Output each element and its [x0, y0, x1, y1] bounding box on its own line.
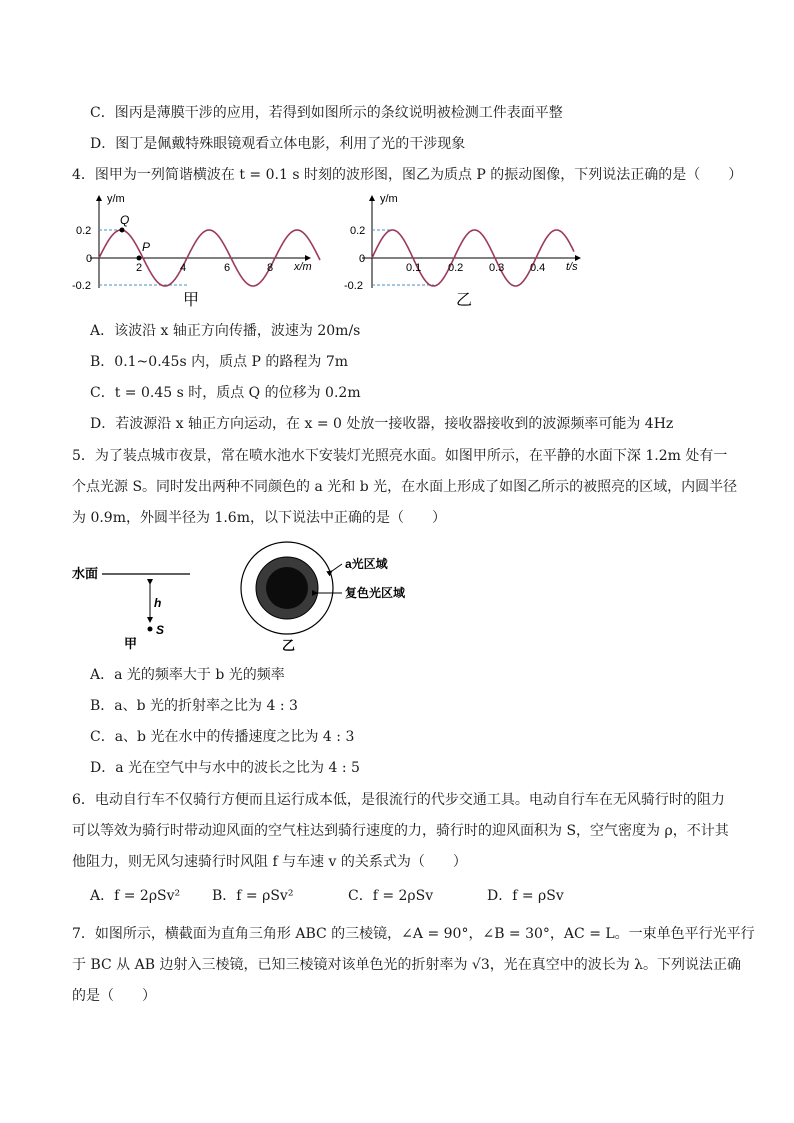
caption-yi-5: 乙	[282, 638, 296, 653]
y-tick-1: 0	[359, 253, 366, 265]
caption-jia: 甲	[183, 292, 200, 309]
point-p	[137, 256, 142, 261]
question-5-option-d: D．a 光在空气中与水中的波长之比为 4 : 5	[90, 760, 360, 776]
mixed-region-label: 复色光区域	[345, 586, 406, 600]
label-p: P	[142, 240, 151, 254]
y-tick-0: 0.2	[350, 225, 366, 237]
question-6-option-d: D．f = ρSv	[487, 888, 564, 904]
question-5-stem-line-1: 5．为了装点城市夜景，常在喷水池水下安装灯光照亮水面。如图甲所示，在平静的水面下深 1.2m 处有一	[72, 448, 728, 464]
x-tick-1: 4	[180, 262, 187, 274]
question-3-option-d: D．图丁是佩戴特殊眼镜观看立体电影，利用了光的干涉现象	[90, 136, 466, 152]
y-label-yi: y/m	[380, 193, 398, 205]
point-q	[120, 228, 125, 233]
question-5-option-a: A．a 光的频率大于 b 光的频率	[90, 667, 285, 683]
t-tick-3: 0.4	[530, 262, 546, 274]
question-4-option-d: D．若波源沿 x 轴正方向运动，在 x = 0 处放一接收器，接收器接收到的波源频率可能为 4Hz	[90, 416, 674, 432]
label-q: Q	[120, 213, 130, 227]
y-label-jia: y/m	[107, 193, 125, 205]
question-4-option-c: C．t = 0.45 s 时，质点 Q 的位移为 0.2m	[90, 385, 361, 401]
question-3-option-c: C．图丙是薄膜干涉的应用，若得到如图所示的条纹说明被检测工件表面平整	[90, 105, 563, 121]
x-tick-0: 2	[136, 262, 143, 274]
question-5-stem-line-2: 个点光源 S。同时发出两种不同颜色的 a 光和 b 光，在水面上形成了如图乙所示的被照亮的区域，内圆半径	[72, 479, 738, 495]
source-label: S	[156, 623, 165, 637]
vibration-graph-yi	[344, 188, 604, 312]
question-6-option-c: C．f = 2ρSv	[348, 888, 434, 904]
question-5-option-b: B．a、b 光的折射率之比为 4 : 3	[90, 698, 298, 714]
question-6-stem-line-2: 可以等效为骑行时带动迎风面的空气柱达到骑行速度的力，骑行时的迎风面积为 S，空气密度为 ρ，不计其	[72, 823, 729, 839]
inner-circle	[266, 567, 308, 609]
light-source-figure	[70, 540, 430, 655]
question-7-stem-line-1: 7．如图所示，横截面为直角三角形 ABC 的三棱镜，∠A = 90°，∠B = 30°，AC = L。一束单色平行光平行	[72, 926, 755, 942]
water-surface-label: 水面	[72, 566, 99, 581]
question-6-option-b: B．f = ρSv²	[212, 888, 294, 904]
question-6-stem-line-3: 他阻力，则无风匀速骑行时风阻 f 与车速 v 的关系式为（ ）	[72, 854, 467, 870]
y-tick-1: 0	[86, 253, 93, 265]
x-tick-3: 8	[267, 262, 274, 274]
depth-label: h	[154, 596, 162, 610]
a-region-pointer	[332, 564, 342, 571]
t-tick-1: 0.2	[448, 262, 464, 274]
question-4-option-b: B．0.1~0.45s 内，质点 P 的路程为 7m	[90, 354, 349, 370]
y-tick-2: -0.2	[344, 280, 363, 292]
t-label-yi: t/s	[566, 261, 578, 273]
question-6-option-a: A．f = 2ρSv²	[90, 888, 181, 904]
question-4-stem: 4．图甲为一列简谐横波在 t = 0.1 s 时刻的波形图，图乙为质点 P 的振动图像，下列说法正确的是（ ）	[72, 167, 743, 183]
point-source	[148, 627, 153, 632]
y-tick-0: 0.2	[76, 225, 92, 237]
x-tick-2: 6	[224, 262, 231, 274]
question-7-stem-line-2: 于 BC 从 AB 边射入三棱镜，已知三棱镜对该单色光的折射率为 √3，光在真空中的波长为 λ。下列说法正确	[72, 957, 742, 973]
question-5-stem-line-3: 为 0.9m，外圆半径为 1.6m，以下说法中正确的是（ ）	[72, 510, 446, 526]
wave-graph-jia	[70, 188, 330, 312]
caption-jia-5: 甲	[124, 636, 138, 651]
question-7-stem-line-3: 的是（ ）	[72, 988, 156, 1004]
x-label-jia: x/m	[294, 261, 312, 273]
a-region-label: a光区域	[345, 557, 388, 571]
t-tick-2: 0.3	[489, 262, 505, 274]
t-tick-0: 0.1	[406, 262, 422, 274]
question-5-option-c: C．a、b 光在水中的传播速度之比为 4 : 3	[90, 729, 355, 745]
caption-yi: 乙	[456, 292, 473, 309]
question-6-stem-line-1: 6．电动自行车不仅骑行方便而且运行成本低，是很流行的代步交通工具。电动自行车在无风骑行时的阻力	[72, 792, 725, 808]
question-4-option-a: A．该波沿 x 轴正方向传播，波速为 20m/s	[90, 323, 361, 339]
y-tick-2: -0.2	[72, 280, 91, 292]
